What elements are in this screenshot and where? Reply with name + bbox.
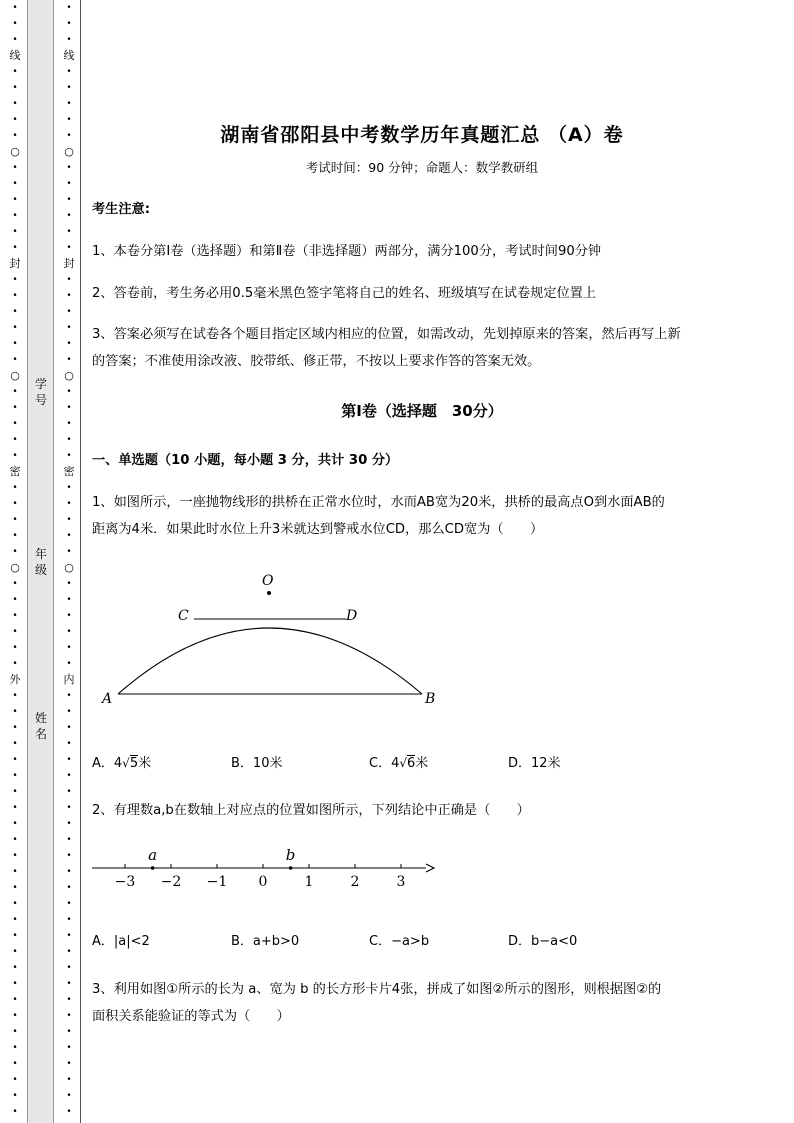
binding-dot: • [12, 579, 18, 589]
binding-mark: 线 [9, 49, 21, 62]
binding-dot: • [66, 963, 72, 973]
binding-dot: • [66, 323, 72, 333]
binding-dot: • [12, 771, 18, 781]
binding-dot: • [12, 723, 18, 733]
binding-dot: • [66, 915, 72, 925]
axis-tick-label: −2 [160, 874, 182, 890]
exam-subtitle: 考试时间：90 分钟；命题人：数学教研组 [305, 160, 539, 175]
binding-dot: • [12, 547, 18, 557]
point-b-label: b [285, 846, 296, 864]
binding-dot: • [12, 867, 18, 877]
binding-dot: • [66, 227, 72, 237]
q2-option-a[interactable]: A．|a|<2 [92, 934, 150, 949]
binding-dot: • [12, 659, 18, 669]
binding-dot: • [66, 931, 72, 941]
binding-mark: 封 [9, 257, 21, 270]
binding-mark: 密 [63, 465, 75, 478]
label-a: A [102, 691, 113, 707]
binding-dot: • [66, 979, 72, 989]
binding-dot: • [12, 1027, 18, 1037]
q2-option-c[interactable]: C．−a>b [369, 934, 430, 949]
question-1-line-1: 1、如图所示，一座抛物线形的拱桥在正常水位时，水而AB宽为20米，拱桥的最高点O到水面AB的 [92, 495, 665, 510]
binding-mark: ○ [10, 369, 20, 382]
binding-dot: • [12, 275, 18, 285]
axis-tick-label: −3 [114, 874, 136, 890]
binding-dot: • [66, 67, 72, 77]
q1-option-a-coef: A．4 [92, 756, 123, 771]
binding-dot: • [66, 1075, 72, 1085]
binding-dot: • [12, 435, 18, 445]
field-student-id: 学 号 [34, 377, 47, 407]
point-b [289, 866, 293, 870]
binding-dot: • [12, 323, 18, 333]
binding-dot: • [66, 627, 72, 637]
field-grade: 年 级 [34, 547, 47, 577]
right-dot-column [62, 0, 76, 1123]
binding-dot: • [12, 67, 18, 77]
binding-dot: • [12, 819, 18, 829]
binding-dot: • [66, 195, 72, 205]
binding-dot: • [12, 499, 18, 509]
binding-mark: 线 [63, 49, 75, 62]
notice-item-2: 2、答卷前，考生务必用0.5毫米黑色签字笔将自己的姓名、班级填写在试卷规定位置上 [92, 286, 597, 301]
binding-dot: • [66, 755, 72, 765]
binding-dot: • [66, 595, 72, 605]
binding-dot: • [66, 1091, 72, 1101]
binding-dot: • [12, 115, 18, 125]
exam-title: 湖南省邵阳县中考数学历年真题汇总 （A）卷 [220, 124, 624, 146]
binding-dot: • [12, 931, 18, 941]
binding-dot: • [66, 3, 72, 13]
binding-dot: • [66, 851, 72, 861]
binding-dot: • [12, 451, 18, 461]
binding-dot: • [66, 275, 72, 285]
binding-dot: • [66, 83, 72, 93]
binding-dot: • [66, 787, 72, 797]
binding-dot: • [66, 307, 72, 317]
binding-dot: • [12, 995, 18, 1005]
binding-dot: • [12, 883, 18, 893]
q1-option-a-unit: 米 [138, 756, 152, 771]
binding-dot: • [12, 595, 18, 605]
binding-dot: • [12, 3, 18, 13]
label-d: D [346, 608, 358, 624]
binding-dot: • [12, 339, 18, 349]
axis-tick-label: 3 [396, 874, 406, 890]
question-2-stem: 2、有理数a,b在数轴上对应点的位置如图所示，下列结论中正确是（ ） [92, 803, 530, 818]
binding-dot: • [12, 1107, 18, 1117]
left-dot-column [8, 0, 22, 1123]
binding-dot: • [66, 419, 72, 429]
binding-dot: • [12, 755, 18, 765]
binding-dot: • [12, 243, 18, 253]
binding-dot: • [12, 531, 18, 541]
question-3-stem [92, 976, 747, 1030]
binding-dot: • [66, 1011, 72, 1021]
binding-mark: 封 [63, 257, 75, 270]
sqrt-sign: √ [399, 756, 408, 770]
binding-mark: 外 [9, 673, 21, 686]
binding-dot: • [66, 1107, 72, 1117]
binding-dot: • [66, 499, 72, 509]
binding-dot: • [66, 243, 72, 253]
binding-mark: ○ [64, 145, 74, 158]
binding-mark: ○ [10, 145, 20, 158]
binding-dot: • [12, 643, 18, 653]
notice-item-3-line-2: 的答案；不准使用涂改液、胶带纸、修正带，不按以上要求作答的答案无效。 [92, 354, 541, 369]
notice-item-3-line-1: 3、答案必须写在试卷各个题目指定区域内相应的位置，如需改动，先划掉原来的答案，然后再写上新 [92, 327, 681, 342]
binding-dot: • [12, 1091, 18, 1101]
binding-dot: • [12, 787, 18, 797]
q1-option-c[interactable] [369, 752, 428, 771]
binding-mark: ○ [10, 561, 20, 574]
binding-dot: • [12, 707, 18, 717]
binding-dot: • [12, 1011, 18, 1021]
binding-dot: • [12, 915, 18, 925]
binding-dot: • [66, 355, 72, 365]
binding-dot: • [66, 339, 72, 349]
binding-dot: • [12, 483, 18, 493]
binding-dot: • [12, 1075, 18, 1085]
arch-parabola [118, 628, 422, 694]
q1-option-a-radicand: 5 [129, 756, 139, 771]
binding-dot: • [66, 387, 72, 397]
binding-dot: • [12, 163, 18, 173]
binding-dot: • [66, 515, 72, 525]
binding-dot: • [12, 227, 18, 237]
binding-dot: • [12, 387, 18, 397]
q1-option-d[interactable]: D．12米 [508, 756, 561, 771]
number-line-figure [92, 842, 442, 894]
binding-dot: • [66, 819, 72, 829]
sqrt-sign: √ [122, 756, 130, 770]
label-c: C [178, 608, 189, 624]
binding-dot: • [12, 739, 18, 749]
binding-margin [0, 0, 82, 1123]
binding-dot: • [66, 643, 72, 653]
binding-mark: ○ [64, 561, 74, 574]
arch-bridge-figure [92, 566, 452, 716]
binding-dot: • [12, 131, 18, 141]
q1-option-b[interactable]: B．10米 [231, 756, 283, 771]
binding-dot: • [12, 179, 18, 189]
binding-mark: 内 [63, 673, 75, 686]
binding-dot: • [66, 739, 72, 749]
q1-option-c-unit: 米 [415, 756, 429, 771]
binding-dot: • [66, 723, 72, 733]
binding-dot: • [12, 403, 18, 413]
binding-dot: • [66, 611, 72, 621]
binding-dot: • [66, 947, 72, 957]
binding-dot: • [66, 35, 72, 45]
q1-option-c-coef: C．4 [369, 756, 400, 771]
binding-dot: • [66, 403, 72, 413]
binding-dot: • [12, 195, 18, 205]
axis-tick-label: 0 [258, 874, 268, 890]
binding-dot: • [66, 883, 72, 893]
binding-dot: • [12, 835, 18, 845]
binding-dot: • [12, 307, 18, 317]
binding-dot: • [12, 1043, 18, 1053]
binding-dot: • [12, 947, 18, 957]
binding-dot: • [66, 899, 72, 909]
binding-dot: • [66, 451, 72, 461]
q2-option-d[interactable]: D．b−a<0 [508, 934, 578, 949]
binding-dot: • [66, 691, 72, 701]
binding-dot: • [66, 1043, 72, 1053]
binding-dot: • [12, 19, 18, 29]
binding-dot: • [66, 131, 72, 141]
binding-dot: • [66, 19, 72, 29]
binding-dot: • [66, 771, 72, 781]
binding-dot: • [12, 419, 18, 429]
binding-dot: • [12, 1059, 18, 1069]
label-b: B [425, 691, 436, 707]
binding-dot: • [12, 291, 18, 301]
question-1-line-2: 距离为4米．如果此时水位上升3米就达到警戒水位CD，那么CD宽为（ ） [92, 522, 544, 537]
binding-dot: • [66, 707, 72, 717]
notice-item-3 [92, 321, 747, 375]
notice-item-1: 1、本卷分第Ⅰ卷（选择题）和第Ⅱ卷（非选择题）两部分，满分100分，考试时间90分钟 [92, 244, 602, 259]
binding-dot: • [12, 979, 18, 989]
axis-arrow-icon [426, 864, 434, 872]
field-name: 姓 名 [34, 711, 47, 741]
binding-dot: • [66, 995, 72, 1005]
binding-dot: • [12, 99, 18, 109]
binding-dot: • [66, 803, 72, 813]
point-a [151, 866, 155, 870]
question-1-stem [92, 489, 747, 543]
binding-mark: ○ [64, 369, 74, 382]
axis-tick-label: −1 [206, 874, 228, 890]
binding-dot: • [66, 547, 72, 557]
section-title: 第Ⅰ卷（选择题 30分） [341, 402, 503, 420]
binding-dot: • [66, 291, 72, 301]
binding-dot: • [12, 515, 18, 525]
axis-tick-label: 2 [350, 874, 360, 890]
vertex-point-o [267, 591, 271, 595]
binding-dot: • [66, 835, 72, 845]
binding-dot: • [12, 83, 18, 93]
q1-option-c-radicand: 6 [407, 756, 416, 771]
point-a-label: a [148, 846, 158, 864]
binding-dot: • [66, 115, 72, 125]
binding-dot: • [12, 691, 18, 701]
binding-dot: • [66, 179, 72, 189]
binding-dot: • [66, 1059, 72, 1069]
q2-option-b[interactable]: B．a+b>0 [231, 934, 300, 949]
binding-dot: • [12, 627, 18, 637]
question-3-line-1: 3、利用如图①所示的长为 a、宽为 b 的长方形卡片4张，拼成了如图②所示的图形，则根据图②的 [92, 982, 662, 997]
notice-heading: 考生注意: [92, 202, 151, 217]
binding-dot: • [66, 483, 72, 493]
axis-tick-label: 1 [304, 874, 314, 890]
binding-dot: • [12, 355, 18, 365]
margin-rule [80, 0, 81, 1123]
binding-dot: • [12, 211, 18, 221]
part-heading: 一、单选题（10 小题，每小题 3 分，共计 30 分） [92, 453, 399, 468]
binding-dot: • [12, 611, 18, 621]
binding-dot: • [66, 531, 72, 541]
binding-dot: • [66, 659, 72, 669]
binding-dot: • [12, 35, 18, 45]
binding-dot: • [66, 867, 72, 877]
q1-option-a[interactable] [92, 752, 151, 771]
binding-dot: • [66, 579, 72, 589]
binding-dot: • [66, 211, 72, 221]
binding-dot: • [12, 851, 18, 861]
binding-dot: • [12, 899, 18, 909]
binding-dot: • [66, 99, 72, 109]
binding-dot: • [12, 803, 18, 813]
binding-dot: • [12, 963, 18, 973]
binding-dot: • [66, 435, 72, 445]
question-3-line-2: 面积关系能验证的等式为（ ） [92, 1009, 290, 1024]
label-o: O [262, 573, 274, 589]
binding-mark: 密 [9, 465, 21, 478]
binding-dot: • [66, 1027, 72, 1037]
binding-dot: • [66, 163, 72, 173]
